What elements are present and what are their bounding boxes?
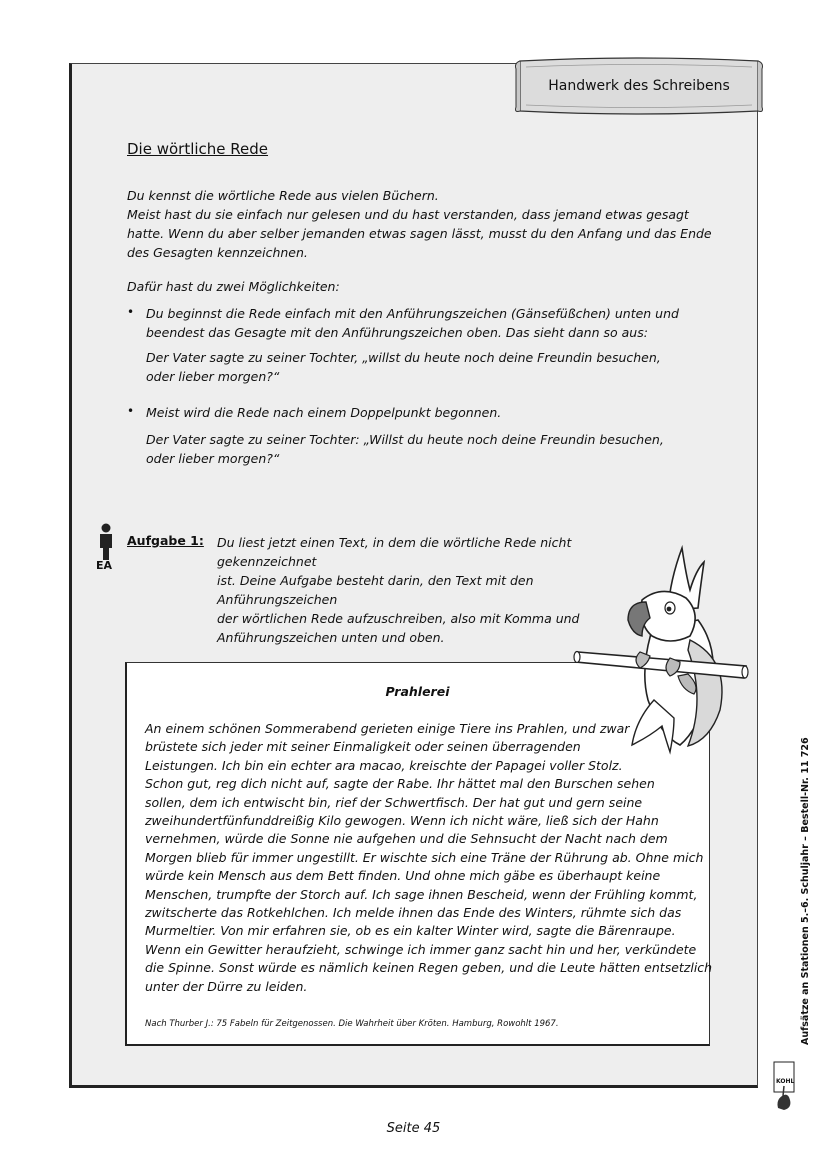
publisher-logo	[772, 1060, 796, 1112]
bullet-line: beendest das Gesagte mit den Anführungszeichen oben. Das sieht dann so aus:	[146, 325, 648, 340]
story-line: Wenn ein Gewitter heraufzieht, schwinge ich immer ganz sacht hin und her, verkündete	[145, 941, 697, 957]
options-intro: Dafür hast du zwei Möglichkeiten:	[127, 279, 340, 294]
bullet-2-example	[146, 430, 706, 468]
task-line: der wörtlichen Rede aufzuschreiben, also mit Komma und	[217, 611, 580, 626]
parrot-illustration	[570, 540, 760, 755]
example-line: oder lieber morgen?“	[146, 369, 280, 384]
story-line: Murmeltier. Von mir erfahren sie, ob es ein kalter Winter wird, sagte die Bärenraupe.	[145, 923, 676, 939]
bullet-dot: •	[127, 404, 135, 418]
story-line: An einem schönen Sommerabend gerieten einige Tiere ins Prahlen, und zwar	[145, 721, 630, 736]
story-line: Leistungen. Ich bin ein echter ara macao, kreischte der Papagei voller Stolz.	[145, 757, 623, 773]
task-mode-label: EA	[96, 559, 113, 572]
story-line: sollen, dem ich entwischt bin, rief der Schwertfisch. Der hat gut und gern seine	[145, 794, 643, 810]
intro-line: Meist hast du sie einfach nur gelesen und du hast verstanden, dass jemand etwas gesagt	[127, 207, 689, 222]
intro-line: Du kennst die wörtliche Rede aus vielen Büchern.	[127, 188, 439, 203]
story-title: Prahlerei	[385, 684, 450, 699]
story-line: zweihundertfünfunddreißig Kilo gewogen. Wenn ich nicht wäre, ließ sich der Hahn	[145, 813, 659, 829]
example-line: Der Vater sagte zu seiner Tochter: „Willst du heute noch deine Freundin besuchen,	[146, 432, 664, 447]
story-line: die Spinne. Sonst würde es nämlich keinen Regen geben, und die Leute hätten entsetzlich	[145, 960, 713, 976]
task-line: Du liest jetzt einen Text, in dem die wörtliche Rede nicht gekennzeichnet	[217, 535, 572, 569]
intro-line: des Gesagten kennzeichnen.	[127, 245, 308, 260]
bullet-line: Du beginnst die Rede einfach mit den Anführungszeichen (Gänsefüßchen) unten und	[146, 306, 679, 321]
intro-line: hatte. Wenn du aber selber jemanden etwas sagen lässt, musst du den Anfang und das Ende	[127, 226, 712, 241]
banner-title: Handwerk des Schreibens	[548, 78, 730, 94]
story-line: Menschen, trumpfte der Storch auf. Ich sage ihnen Bescheid, wenn der Frühling kommt,	[145, 886, 698, 902]
side-order-text: Aufsätze an Stationen 5.–6. Schuljahr – Bestell-Nr. 11 726	[800, 737, 811, 1045]
story-line: unter der Dürre zu leiden.	[145, 978, 308, 994]
bullet-1-text	[146, 304, 706, 342]
story-line: zwitscherte das Rotkehlchen. Ich melde ihnen das Ende des Winters, rühmte sich das	[145, 905, 682, 921]
story-line: brüstete sich jeder mit seiner Einmaligkeit oder seinen überragenden	[145, 739, 581, 755]
task-line: Anführungszeichen unten und oben.	[217, 630, 445, 645]
intro-paragraph	[127, 186, 717, 262]
page-number: Seite 45	[386, 1121, 441, 1136]
bullet-dot: •	[127, 305, 135, 319]
bullet-2-text: Meist wird die Rede nach einem Doppelpunkt begonnen.	[146, 405, 502, 420]
story-source: Nach Thurber J.: 75 Fabeln für Zeitgenossen. Die Wahrheit über Kröten. Hamburg, Rowohlt 1967.	[145, 1019, 559, 1029]
story-line: Morgen blieb für immer ungestillt. Er wischte sich eine Träne der Rührung ab. Ohne mich	[145, 849, 704, 865]
student-icon	[96, 522, 116, 562]
story-line: vernehmen, würde die Sonne nie aufgehen und die Sehnsucht der Nacht nach dem	[145, 831, 668, 847]
page-title: Die wörtliche Rede	[127, 140, 269, 158]
publisher-logo-text: KOHL	[776, 1078, 795, 1085]
task-label: Aufgabe 1:	[127, 533, 204, 548]
story-line: würde kein Mensch aus dem Bett finden. Und ohne mich gäbe es überhaupt keine	[145, 868, 661, 884]
example-line: oder lieber morgen?“	[146, 451, 280, 466]
story-text	[145, 720, 713, 996]
story-line: Schon gut, reg dich nicht auf, sagte der Rabe. Ihr hättet mal den Burschen sehen	[145, 776, 655, 792]
example-line: Der Vater sagte zu seiner Tochter, „willst du heute noch deine Freundin besuchen,	[146, 350, 661, 365]
bullet-1-example	[146, 348, 706, 386]
task-line: ist. Deine Aufgabe besteht darin, den Text mit den Anführungszeichen	[217, 573, 534, 607]
